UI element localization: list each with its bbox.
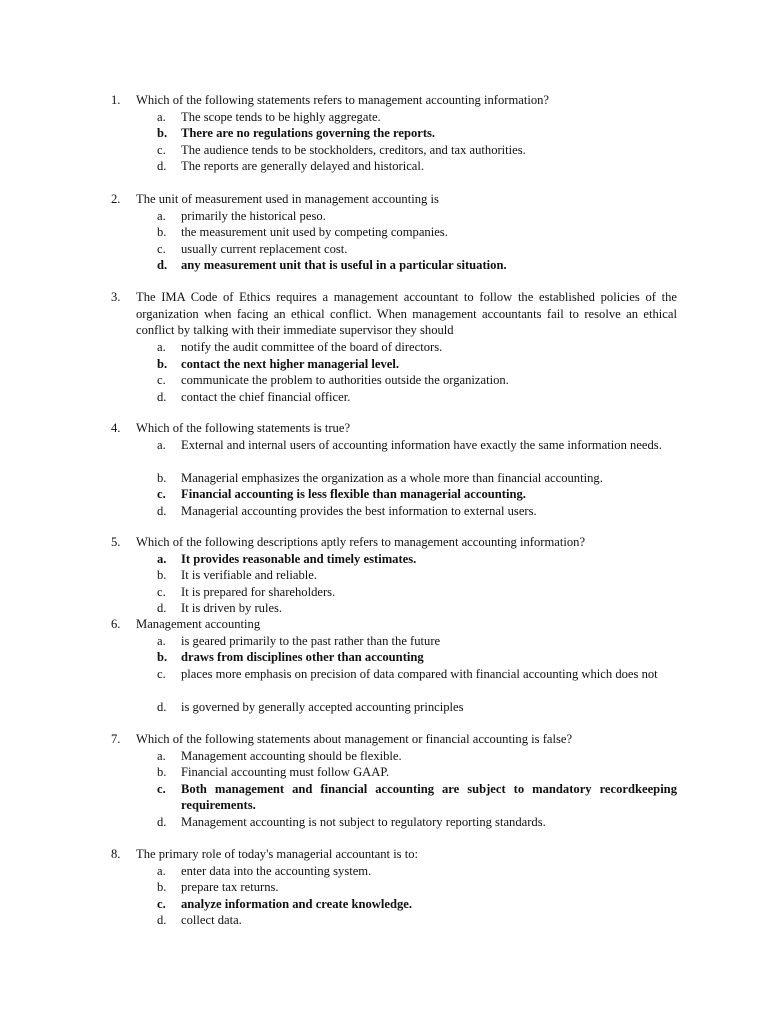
option-letter: d. bbox=[157, 913, 167, 927]
option-letter: a. bbox=[157, 109, 166, 124]
option-list bbox=[0, 863, 768, 929]
option-text: It is verifiable and reliable. bbox=[181, 568, 318, 582]
option-letter: c. bbox=[157, 666, 166, 681]
option-text: the measurement unit used by competing companies. bbox=[181, 225, 448, 239]
option-c bbox=[0, 666, 768, 699]
option-letter: b. bbox=[157, 880, 167, 894]
option-b bbox=[0, 764, 768, 781]
option-list bbox=[0, 633, 768, 716]
option-text: communicate the problem to authorities outside the organization. bbox=[181, 373, 509, 387]
option-a bbox=[0, 633, 768, 650]
question-number: 7. bbox=[111, 732, 121, 746]
option-letter: a. bbox=[157, 748, 166, 763]
option-a bbox=[0, 863, 768, 880]
option-text: collect data. bbox=[181, 913, 242, 927]
option-c bbox=[0, 372, 768, 389]
question-number: 6. bbox=[111, 617, 121, 631]
option-letter: b. bbox=[157, 225, 167, 239]
option-letter: b. bbox=[157, 126, 168, 140]
option-c bbox=[0, 241, 768, 258]
option-text: Both management and financial accounting are subject to mandatory recordkeeping requirements. bbox=[181, 781, 677, 812]
option-text: primarily the historical peso. bbox=[181, 208, 326, 223]
option-text: Managerial accounting provides the best information to external users. bbox=[181, 503, 537, 518]
option-a-correct bbox=[0, 551, 768, 568]
question-text: Which of the following statements about management or financial accounting is false? bbox=[136, 732, 573, 746]
question-number: 5. bbox=[111, 535, 121, 549]
option-letter: a. bbox=[157, 551, 167, 566]
option-letter: c. bbox=[157, 781, 166, 796]
option-list bbox=[0, 748, 768, 831]
option-a bbox=[0, 208, 768, 225]
option-letter: a. bbox=[157, 633, 166, 648]
option-letter: d. bbox=[157, 159, 167, 173]
question-text: Which of the following statements is true? bbox=[136, 421, 351, 435]
option-letter: b. bbox=[157, 470, 167, 485]
question-text: The unit of measurement used in management accounting is bbox=[136, 192, 439, 206]
option-list bbox=[0, 109, 768, 175]
option-list bbox=[0, 339, 768, 405]
option-c-correct bbox=[0, 781, 768, 814]
option-letter: b. bbox=[157, 356, 168, 371]
option-text: notify the audit committee of the board of directors. bbox=[181, 340, 443, 354]
option-b-correct bbox=[0, 356, 768, 373]
question-text: Which of the following descriptions aptly refers to management accounting information? bbox=[136, 535, 586, 549]
option-list bbox=[0, 437, 768, 520]
option-list bbox=[0, 208, 768, 274]
option-text: is governed by generally accepted accounting principles bbox=[181, 699, 464, 714]
option-d bbox=[0, 389, 768, 406]
option-text: places more emphasis on precision of data compared with financial accounting which does not bbox=[181, 666, 658, 681]
option-letter: d. bbox=[157, 258, 168, 272]
option-letter: a. bbox=[157, 437, 166, 452]
option-b bbox=[0, 879, 768, 896]
option-letter: c. bbox=[157, 584, 166, 599]
option-b bbox=[0, 224, 768, 241]
option-d bbox=[0, 912, 768, 929]
option-a bbox=[0, 748, 768, 765]
option-letter: a. bbox=[157, 863, 166, 878]
option-d bbox=[0, 814, 768, 831]
option-d bbox=[0, 503, 768, 520]
option-text: It is prepared for shareholders. bbox=[181, 584, 336, 599]
option-d-correct bbox=[0, 257, 768, 274]
option-text: Management accounting is not subject to regulatory reporting standards. bbox=[181, 814, 546, 829]
option-letter: a. bbox=[157, 208, 166, 223]
option-text: draws from disciplines other than accounting bbox=[181, 650, 424, 664]
option-letter: c. bbox=[157, 373, 166, 387]
question-number: 8. bbox=[111, 847, 121, 861]
option-text: External and internal users of accounting information have exactly the same information needs. bbox=[181, 437, 662, 452]
option-letter: c. bbox=[157, 487, 166, 501]
option-text: The scope tends to be highly aggregate. bbox=[181, 109, 381, 124]
option-text: It provides reasonable and timely estimates. bbox=[181, 551, 417, 566]
option-c-correct bbox=[0, 486, 768, 503]
option-text: The reports are generally delayed and historical. bbox=[181, 159, 425, 173]
option-text: Managerial emphasizes the organization as a whole more than financial accounting. bbox=[181, 470, 603, 485]
question-text: Management accounting bbox=[136, 617, 261, 631]
option-d bbox=[0, 158, 768, 175]
option-a bbox=[0, 437, 768, 470]
option-text: contact the next higher managerial level. bbox=[181, 356, 400, 371]
option-letter: d. bbox=[157, 699, 167, 714]
option-text: Financial accounting must follow GAAP. bbox=[181, 765, 390, 779]
option-text: It is driven by rules. bbox=[181, 601, 283, 615]
option-letter: d. bbox=[157, 389, 167, 404]
option-c-correct bbox=[0, 896, 768, 913]
option-text: enter data into the accounting system. bbox=[181, 863, 372, 878]
option-c bbox=[0, 584, 768, 601]
question-text: Which of the following statements refers to management accounting information? bbox=[136, 93, 550, 107]
option-text: There are no regulations governing the reports. bbox=[181, 126, 436, 140]
option-letter: c. bbox=[157, 142, 166, 157]
question-text: The IMA Code of Ethics requires a management accountant to follow the established policies of the organization when facing an ethical conflict. When management accountants fail to resolve an ethical conflict by talking with their immediate supervisor they should bbox=[136, 290, 677, 337]
question-text: The primary role of today's managerial accountant is to: bbox=[136, 847, 419, 861]
option-text: is geared primarily to the past rather than the future bbox=[181, 633, 441, 648]
option-b bbox=[0, 470, 768, 487]
option-letter: a. bbox=[157, 340, 166, 354]
option-a bbox=[0, 109, 768, 126]
option-text: Management accounting should be flexible. bbox=[181, 748, 402, 763]
option-c bbox=[0, 142, 768, 159]
option-letter: d. bbox=[157, 601, 167, 615]
option-b bbox=[0, 567, 768, 584]
option-text: any measurement unit that is useful in a particular situation. bbox=[181, 258, 507, 272]
option-letter: b. bbox=[157, 568, 167, 582]
option-letter: c. bbox=[157, 241, 166, 256]
option-text: prepare tax returns. bbox=[181, 880, 279, 894]
option-d bbox=[0, 600, 768, 617]
option-a bbox=[0, 339, 768, 356]
option-list bbox=[0, 551, 768, 617]
question-number: 3. bbox=[111, 290, 121, 304]
option-b-correct bbox=[0, 125, 768, 142]
question-number: 4. bbox=[111, 421, 121, 435]
question-number: 2. bbox=[111, 192, 121, 206]
option-letter: d. bbox=[157, 814, 167, 829]
option-text: usually current replacement cost. bbox=[181, 241, 348, 256]
question-number: 1. bbox=[111, 93, 121, 107]
option-d bbox=[0, 699, 768, 716]
option-letter: b. bbox=[157, 650, 168, 664]
option-b-correct bbox=[0, 649, 768, 666]
option-text: The audience tends to be stockholders, creditors, and tax authorities. bbox=[181, 142, 526, 157]
option-letter: d. bbox=[157, 503, 167, 518]
option-text: contact the chief financial officer. bbox=[181, 389, 351, 404]
option-letter: c. bbox=[157, 896, 166, 911]
option-letter: b. bbox=[157, 765, 167, 779]
option-text: analyze information and create knowledge. bbox=[181, 896, 412, 911]
option-text: Financial accounting is less flexible than managerial accounting. bbox=[181, 487, 526, 501]
